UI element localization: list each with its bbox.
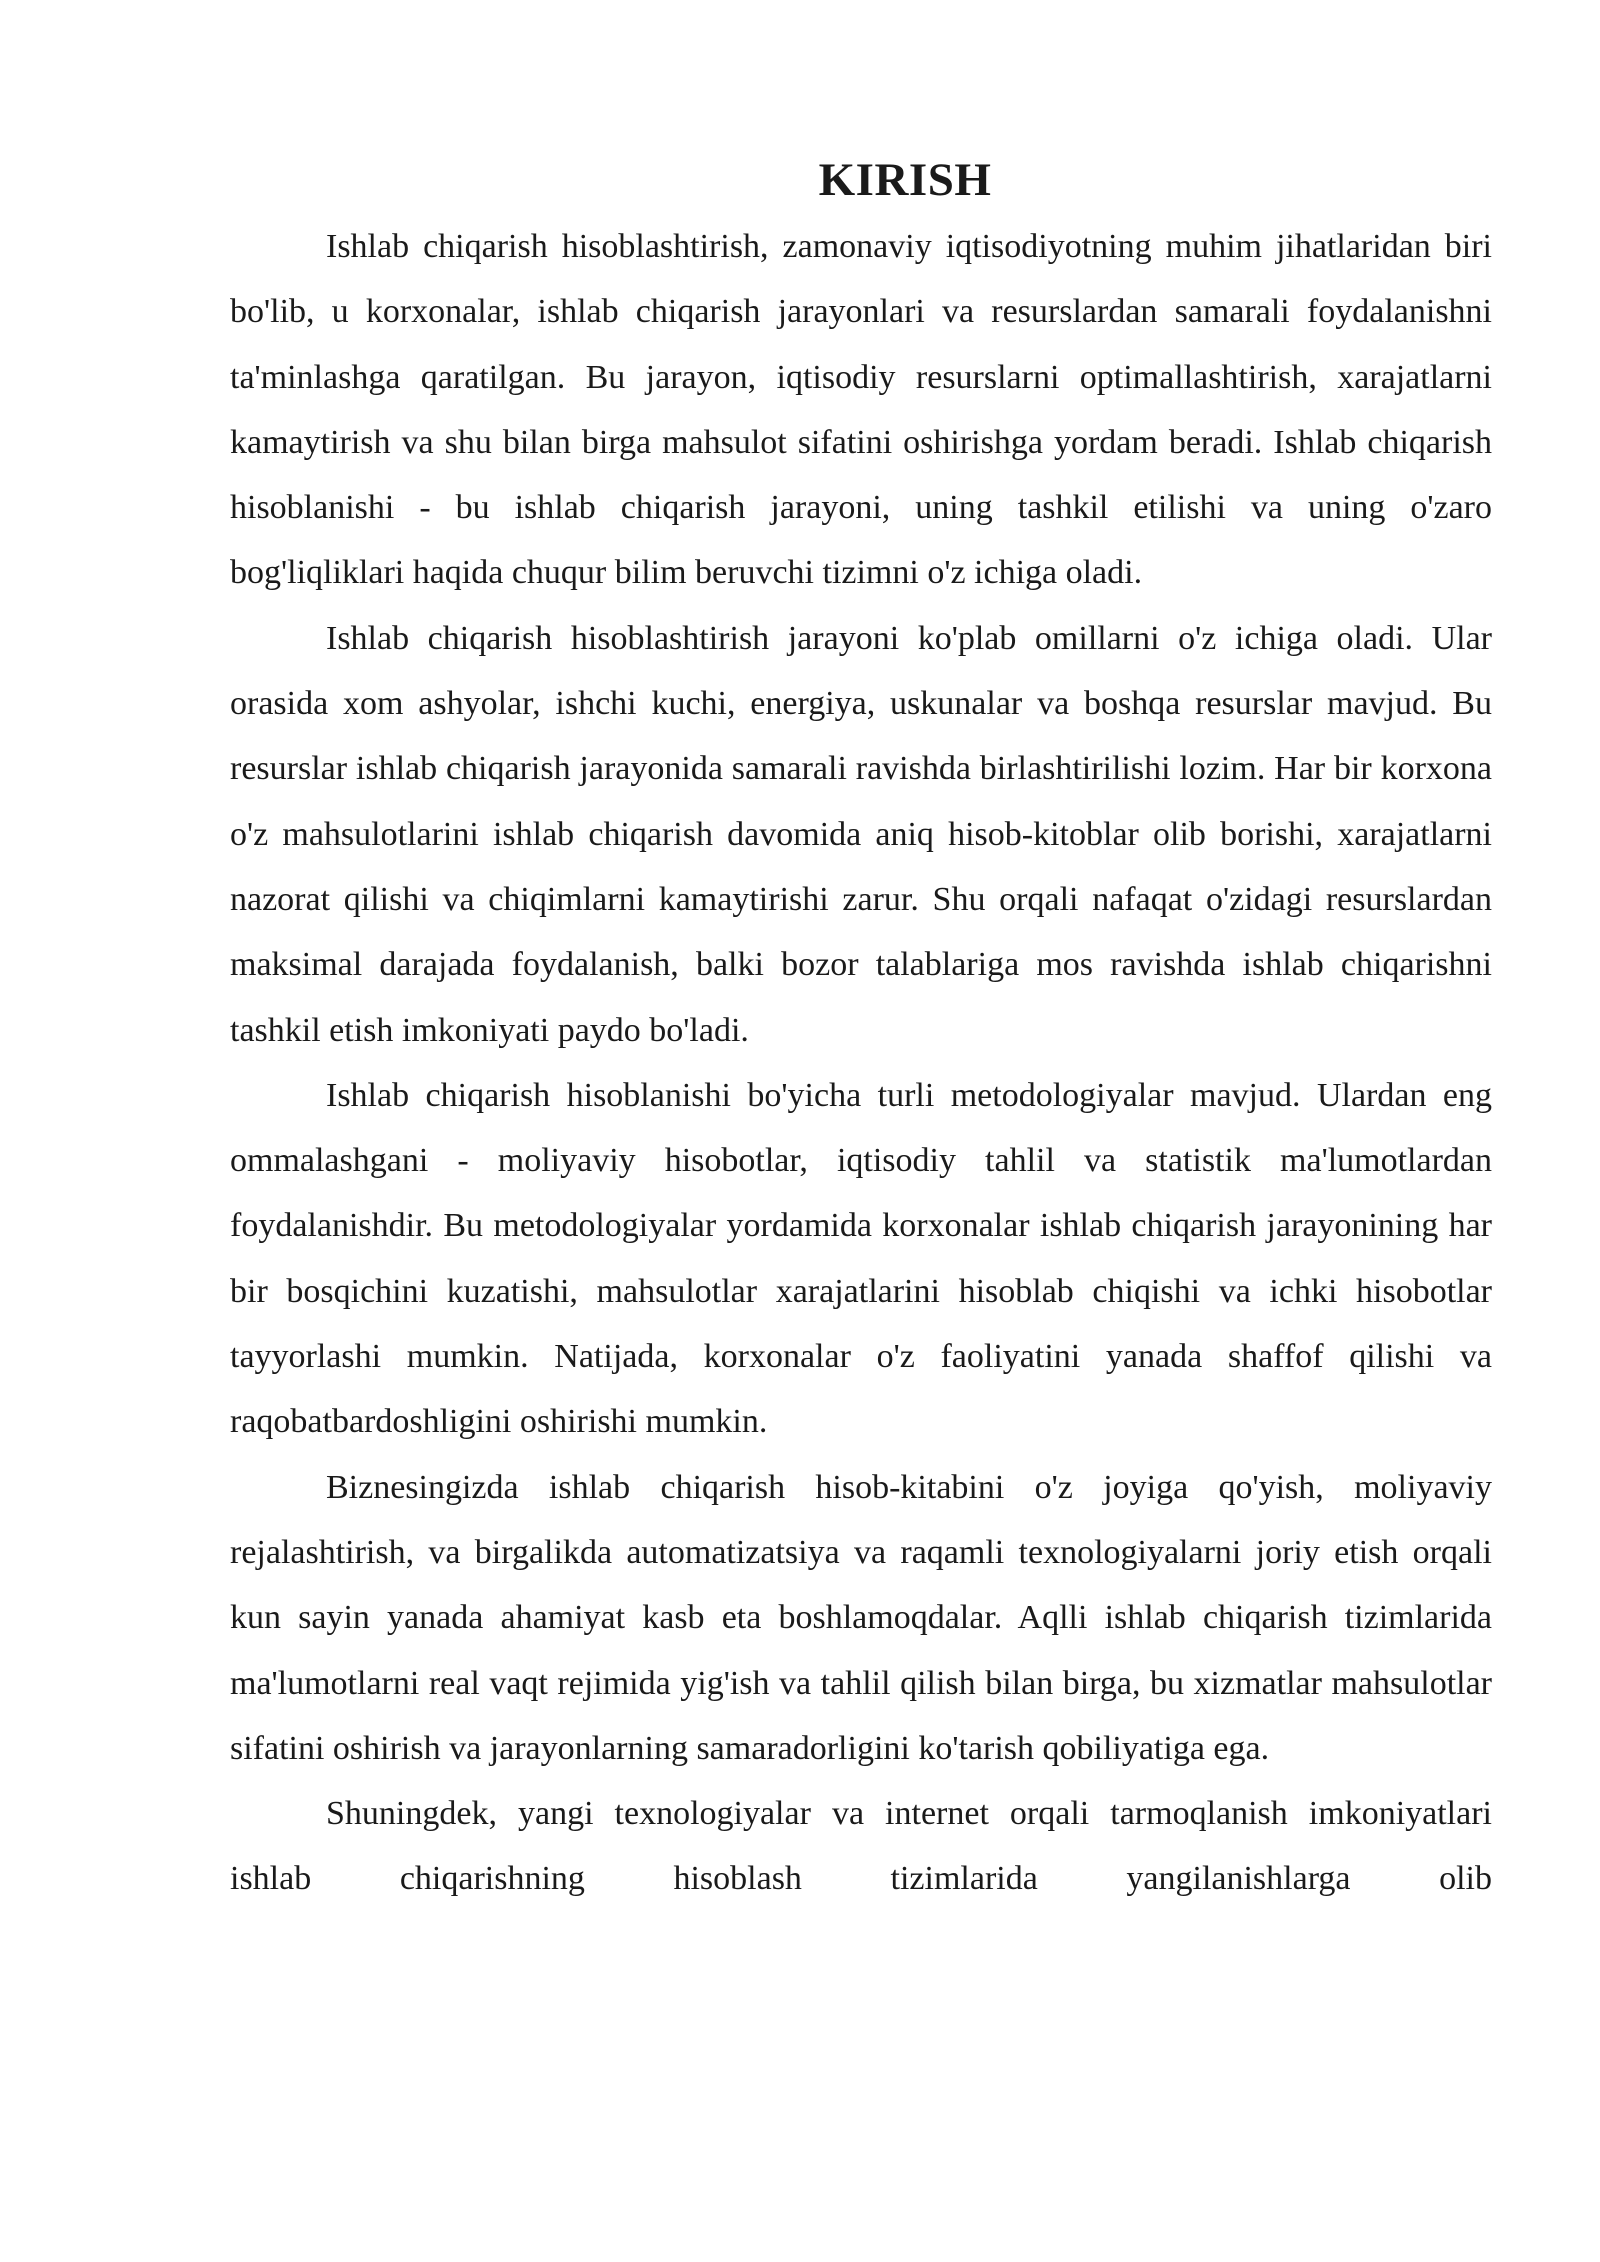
document-page xyxy=(230,148,1492,1912)
paragraph: Ishlab chiqarish hisoblashtirish, zamonaviy iqtisodiyotning muhim jihatlaridan biri bo'lib, u korxonalar, ishlab chiqarish jarayonlari va resurslardan samarali foydalanishni ta'minlashga qaratilgan. Bu jarayon, iqtisodiy resurslarni optimallashtirish, xarajatlarni kamaytirish va shu bilan birga mahsulot sifatini oshirishga yordam beradi. Ishlab chiqarish hisoblanishi - bu ishlab chiqarish jarayoni, uning tashkil etilishi va uning o'zaro bog'liqliklari haqida chuqur bilim beruvchi tizimni o'z ichiga oladi. xyxy=(230,228,1492,592)
paragraph: Ishlab chiqarish hisoblanishi bo'yicha turli metodologiyalar mavjud. Ulardan eng ommalashgani - moliyaviy hisobotlar, iqtisodiy tahlil va statistik ma'lumotlardan foydalanishdir. Bu metodologiyalar yordamida korxonalar ishlab chiqarish jarayonining har bir bosqichini kuzatishi, mahsulotlar xarajatlarini hisoblab chiqishi va ichki hisobotlar tayyorlashi mumkin. Natijada, korxonalar o'z faoliyatini yanada shaffof qilishi va raqobatbardoshligini oshirishi mumkin. xyxy=(230,1076,1492,1441)
paragraph: Biznesingizda ishlab chiqarish hisob-kitabini o'z joyiga qo'yish, moliyaviy rejalashtirish, va birgalikda automatizatsiya va raqamli texnologiyalarni joriy etish orqali kun sayin yanada ahamiyat kasb eta boshlamoqdalar. Aqlli ishlab chiqarish tizimlarida ma'lumotlarni real vaqt rejimida yig'ish va tahlil qilish bilan birga, bu xizmatlar mahsulotlar sifatini oshirish va jarayonlarning samaradorligini ko'tarish qobiliyatiga ega. xyxy=(230,1468,1492,1767)
page-title: KIRISH xyxy=(818,154,992,206)
paragraph: Ishlab chiqarish hisoblashtirish jarayoni ko'plab omillarni o'z ichiga oladi. Ular orasida xom ashyolar, ishchi kuchi, energiya, uskunalar va boshqa resurslar mavjud. Bu resurslar ishlab chiqarish jarayonida samarali ravishda birlashtirilishi lozim. Har bir korxona o'z mahsulotlarini ishlab chiqarish davomida aniq hisob-kitoblar olib borishi, xarajatlarni nazorat qilishi va chiqimlarni kamaytirishi zarur. Shu orqali nafaqat o'zidagi resurslardan maksimal darajada foydalanish, balki bozor talablariga mos ravishda ishlab chiqarishni tashkil etish imkoniyati paydo bo'ladi. xyxy=(230,619,1492,1049)
paragraph: Shuningdek, yangi texnologiyalar va internet orqali tarmoqlanish imkoniyatlari ishlab chiqarishning hisoblash tizimlarida yangilanishlarga olib xyxy=(230,1795,1492,1898)
